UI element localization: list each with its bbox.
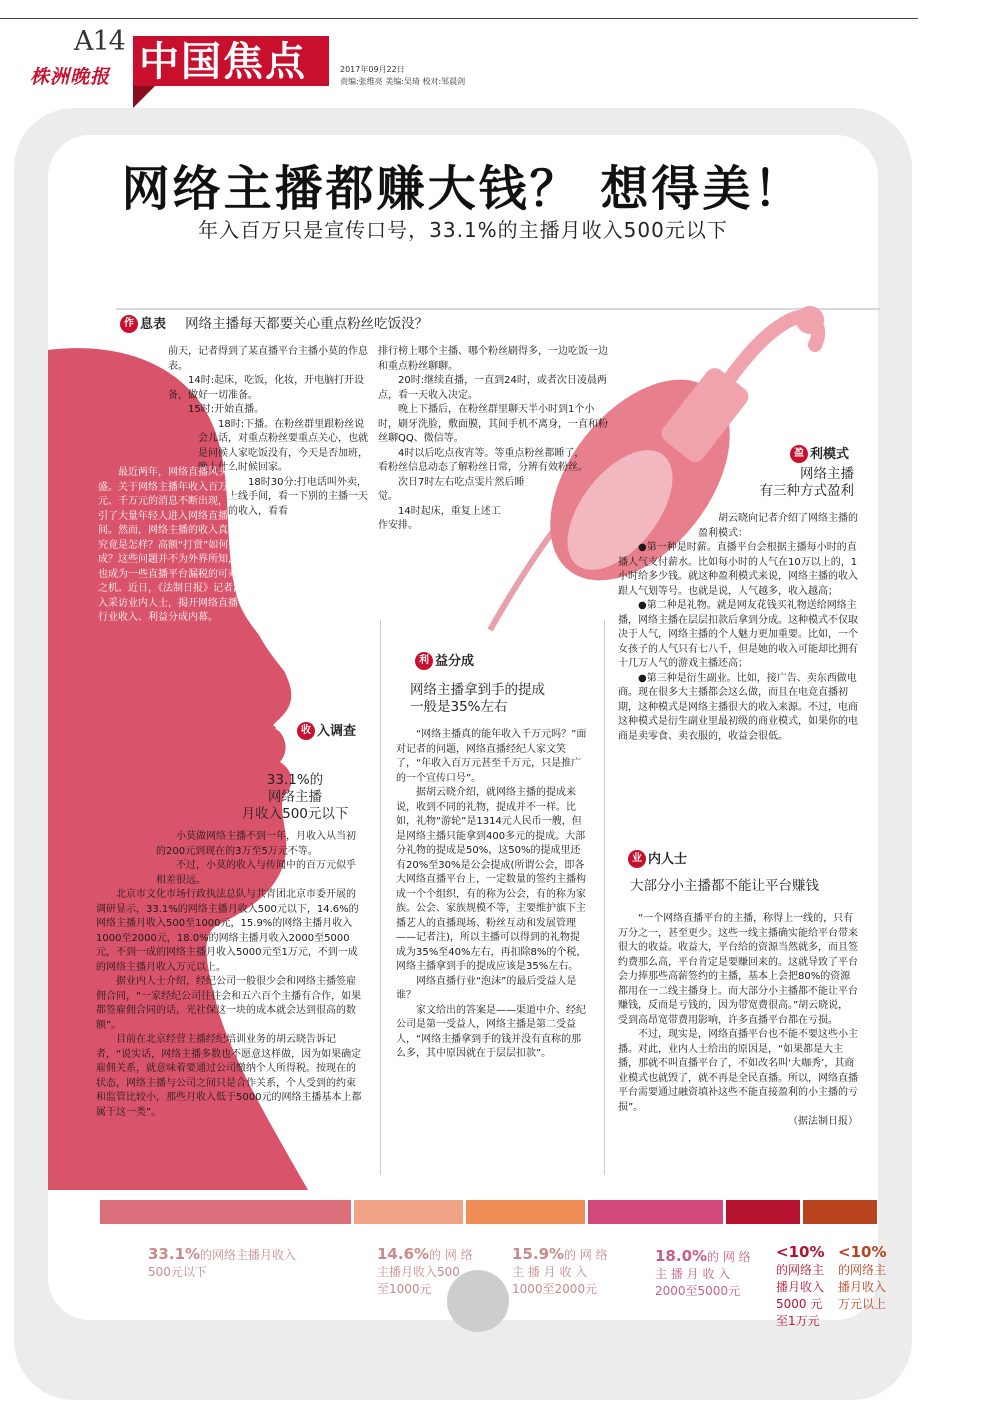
profit-model-subhead-line: 网络主播 (800, 466, 854, 482)
section-banner-tail (133, 86, 155, 108)
schedule-title: 息表 (140, 317, 167, 332)
schedule-paragraph: 14时:起床，吃饭，化妆，开电脑打开设备，做好一切准备。 (168, 375, 365, 401)
subtitle: 年入百万只是宣传口号，33.1%的主播月收入500元以下 (198, 218, 728, 242)
intro-text: 最近两年，网络直播风头日盛。关于网络主播年收入百万元、千万元的消息不断出现，吸引了大量年轻人进入网络直播间。然而，网络主播的收入真相究竟是怎样？高额“打赏”如何分成？这些问题并不为外界所知，也成为一些直播平台漏税的可乘之机。近日，《法制日报》记者深入采访业内人士，揭开网络直播行业收入、利益分成内幕。 (98, 467, 243, 623)
income-section-header (297, 720, 356, 740)
profit-share-subhead (410, 682, 600, 716)
stat-value: 15.9% (512, 1245, 565, 1263)
stat-bar-segment (100, 1200, 351, 1224)
schedule-subtitle: 网络主播每天都要关心重点粉丝吃饭没？ (185, 316, 429, 332)
profit-model-subhead (720, 466, 854, 500)
profit-model-section-header (790, 443, 849, 463)
income-paragraph: 不过，小莫的收入与传闻中的百万元似乎相差很远。 (156, 860, 356, 886)
stat-1 (148, 1246, 348, 1281)
profit-share-subhead-line: 一般是35%左右 (410, 699, 508, 715)
paper-name-logo: 株洲晚报 (30, 66, 111, 88)
income-title: 入调查 (317, 724, 357, 739)
insider-body (618, 912, 858, 1130)
profit-model-paragraph: ●第三种是衍生副业。比如，接广告、卖东西做电商。现在很多大主播都会这么做，而且在电竞直播初期，这种模式是网络主播很大的收入来源。不过，电商这种模式是衍生副业里最初级的商业模式，如果你的电商是卖零食、卖衣服的，收益会很低。 (618, 672, 858, 742)
stat-value: 14.6% (377, 1245, 430, 1263)
stat-bar-segment (588, 1200, 723, 1224)
stat-2 (377, 1246, 487, 1298)
profit-model-subhead-line: 有三种方式盈利 (759, 483, 854, 499)
income-badge: 收 (297, 722, 315, 740)
stat-bar-segment (803, 1200, 877, 1224)
income-body (96, 830, 362, 1120)
income-paragraph: 目前在北京经营主播经纪培训业务的胡云晓告诉记者，“说实话，网络主播多数也不愿意这样做，因为如果确定雇佣关系，就意味着要通过公司缴纳个人所得税。按现在的状态，网络主播与公司之间只是合作关系，个人受到的约束和监管比较小，那些月收入低于5000元的网络主播基本上都属于这一类”。 (96, 1034, 362, 1118)
stat-text: 2000至5000元 (655, 1284, 741, 1298)
stat-value: <10% (776, 1243, 825, 1261)
stat-text: 5000 元 (776, 1297, 823, 1311)
column-divider (380, 620, 381, 1175)
stat-text: 的 网 络 (707, 1250, 751, 1264)
top-rule (0, 18, 918, 19)
stat-bar-segment (354, 1200, 463, 1224)
profit-share-section-header (415, 650, 474, 670)
stat-text: 主播月收入500 (377, 1265, 460, 1279)
schedule-paragraph: 15时:开始直播。 (188, 404, 265, 415)
stat-text: 播月收入 (838, 1280, 887, 1294)
stat-text: 至1万元 (776, 1314, 820, 1328)
schedule-paragraph: 晚上下播后，在粉丝群里聊天半小时到1个小时，刷牙洗脸，敷面膜，其间手机不离身，一直和粉丝聊QQ、微信等。 (378, 404, 608, 444)
profit-model-title: 利模式 (810, 447, 850, 462)
stat-text: 的网络主播月收入 (200, 1248, 297, 1262)
profit-share-body (396, 728, 588, 1062)
stat-4 (655, 1248, 765, 1300)
schedule-paragraph: 4时以后吃点夜宵等。等重点粉丝都睡了，看粉丝信息动态了解粉丝日常，分辨有效粉丝。 (378, 447, 588, 473)
stat-text: 的 网 络 (564, 1248, 608, 1262)
insider-badge: 业 (628, 850, 646, 868)
schedule-column-2 (378, 345, 608, 534)
profit-model-paragraph: ●第一种是时薪。直播平台会根据主播每小时的直播人气支付薪水。比如每小时的人气在10万以上的，1小时给多少钱。就这种盈利模式来说，网络主播的收入跟人气划等号。也就是说，人气越多，收入越高； (618, 542, 858, 597)
stat-text: 播月收入 (776, 1280, 825, 1294)
profit-share-paragraph: “网络主播真的能年收入千万元吗？”面对记者的问题，网络直播经纪人家文笑了，“年收入百万元甚至千万元，只是推广的一个宣传口号”。 (396, 729, 587, 784)
insider-title: 内人士 (648, 852, 688, 867)
schedule-paragraph: 前天，记者得到了某直播平台主播小莫的作息表。 (168, 346, 368, 372)
schedule-paragraph: 18时:下播。在粉丝群里跟粉丝说会儿话，对重点粉丝要重点关心，也就是问候人家吃饭没有，今天是否加班，晚上什么时候回家。 (198, 418, 368, 473)
income-subhead-line: 月收入500元以下 (241, 806, 349, 822)
schedule-badge: 作 (120, 315, 138, 333)
stat-value: <10% (838, 1243, 887, 1261)
profit-share-paragraph: 据胡云晓介绍，就网络主播的提成来说，收到不同的礼物，提成并不一样。比如，礼物“游轮”是1314元人民币一艘，但是网络主播只能拿到400多元的提成。大部分礼物的提成是50%，这50%的提成里还有20%至30%是公会提成(所谓公会，即各大网络直播平台上，一定数量的签约主播构成一个个组织，有的称为公会，有的称为家族。公会、家族规模不等，主要维护旗下主播艺人的直播现场、粉丝互动和发展管理——记者注)，所以主播可以得到的礼物提成为35%至40%左右，再扣除8%的个税，网络主播拿到手的提成应该是35%左右。 (396, 787, 587, 972)
stat-bar-segment (726, 1200, 800, 1224)
headline: 网络主播都赚大钱？ 想得美！ (121, 161, 805, 217)
profit-share-title: 益分成 (435, 654, 475, 669)
schedule-paragraph: 排行榜上哪个主播、哪个粉丝刷得多，一边吃饭一边和重点粉丝聊聊。 (378, 346, 608, 372)
profit-share-paragraph: 家文给出的答案是——渠道中介、经纪公司是第一受益人，网络主播是第二受益人，“网络主播拿到手的钱并没有直称的那么多，其中原因就在于层层扣款”。 (396, 1004, 586, 1059)
income-paragraph: 北京市文化市场行政执法总队与共青团北京市委开展的调研显示，33.1%的网络主播月收入500元以下，14.6%的网络主播月收入500至1000元，15.9%的网络主播月收入1000至2000元，18.0%的网络主播月收入2000至5000元，不到一成的网络主播月收入5000元至1万元，不到一成的网络主播月收入万元以上。 (96, 889, 359, 973)
stat-text: 的 网 络 (429, 1248, 473, 1262)
stat-value: 33.1% (148, 1245, 201, 1263)
insider-source: （据法制日报） (788, 1116, 858, 1127)
schedule-paragraph: 14时起床，重复上述工作安排。 (378, 505, 501, 531)
intro-paragraph (98, 466, 244, 626)
profit-share-paragraph: 网络直播行业“泡沫”的最后受益人是谁？ (396, 975, 577, 1001)
insider-paragraph: 不过，现实是，网络直播平台也不能不要这些小主播。对此，业内人士给出的原因是，“如果都是大主播，那就不叫直播平台了，不如改名叫‘大咖秀’，其商业模式也就毁了，就不再是全民直播。所以，网络直播平台需要通过融资填补这些不能直接盈利的小主播的亏损”。 (618, 1029, 858, 1113)
income-subhead-line: 33.1%的 (266, 772, 324, 788)
insider-paragraph: “一个网络直播平台的主播，称得上一线的，只有万分之一，甚至更少。这些一线主播确实能给平台带来很大的收益。收益大，平台给的资源当然就多，而且签约费那么高，平台肯定是要赚回来的。这就导致了平台会力捧那些高薪签约的主播，基本上会把80%的资源都用在一二线主播身上。而大部分小主播都不能让平台赚钱，反而是亏钱的，因为带宽费很高。”胡云晓说，受到高昂宽带费用影响，许多直播平台都在亏损。 (618, 913, 858, 1026)
stat-text: 1000至2000元 (512, 1282, 598, 1296)
insider-section-header (628, 848, 687, 868)
stat-text: 主 播 月 收 入 (512, 1265, 588, 1279)
schedule-paragraph: 20时:继续直播，一直到24时，或者次日凌晨两点，看一天收入决定。 (378, 375, 607, 401)
income-paragraph: 小莫做网络主播不到一年，月收入从当初的200元到现在的3万至5万元不等。 (156, 831, 356, 857)
stat-6 (838, 1244, 898, 1313)
page-number: A14 (74, 26, 125, 57)
stat-bar-segment (466, 1200, 585, 1224)
schedule-paragraph: 次日7时左右吃点雯片然后睡觉。 (378, 476, 525, 502)
stat-value: 18.0% (655, 1247, 708, 1265)
profit-share-badge: 利 (415, 652, 433, 670)
stat-text: 主 播 月 收 入 (655, 1267, 731, 1281)
column-divider (604, 620, 605, 1175)
stat-text: 的网络主 (838, 1263, 887, 1277)
income-paragraph: 据业内人士介绍，经纪公司一般很少会和网络主播签雇佣合同，“一家经纪公司往往会和五六百个主播有合作，如果都签雇佣合同的话，光社保这一块的成本就会达到很高的数额”。 (96, 976, 362, 1031)
stat-text: 的网络主 (776, 1263, 825, 1277)
stat-3 (512, 1246, 622, 1298)
insider-subhead: 大部分小主播都不能让平台赚钱 (630, 878, 819, 894)
issue-date: 2017年09月22日 (340, 65, 405, 74)
stat-text: 500元以下 (148, 1265, 207, 1279)
profit-model-paragraph: 胡云晓向记者介绍了网络主播的盈利模式： (698, 513, 858, 539)
income-subhead (230, 772, 360, 823)
editor-credits: 责编:张维亮 美编:吴琦 校对:邹晨剑 (340, 77, 466, 86)
schedule-paragraph: 18时30分:打电话叫外卖，上线手间，看一下别的主播一天的收入，看看 (228, 476, 368, 517)
profit-model-body (618, 512, 858, 744)
section-title: 中国焦点 (139, 38, 307, 85)
profit-model-badge: 盈 (790, 445, 808, 463)
stat-text: 至1000元 (377, 1282, 432, 1296)
income-subhead-line: 网络主播 (268, 789, 322, 805)
schedule-section-header (120, 313, 520, 333)
stat-text: 万元以上 (838, 1297, 887, 1311)
stat-5 (776, 1244, 836, 1330)
profit-model-paragraph: ●第二种是礼物。就是网友花钱买礼物送给网络主播，网络主播在层层扣款后拿到分成。这种模式不仅取决于人气，网络主播的个人魅力更加重要。比如，一个女孩子的人气只有七八千，但是她的收入可能却比拥有十几万人气的游戏主播还高； (618, 600, 858, 669)
profit-share-subhead-line: 网络主播拿到手的提成 (410, 682, 545, 698)
